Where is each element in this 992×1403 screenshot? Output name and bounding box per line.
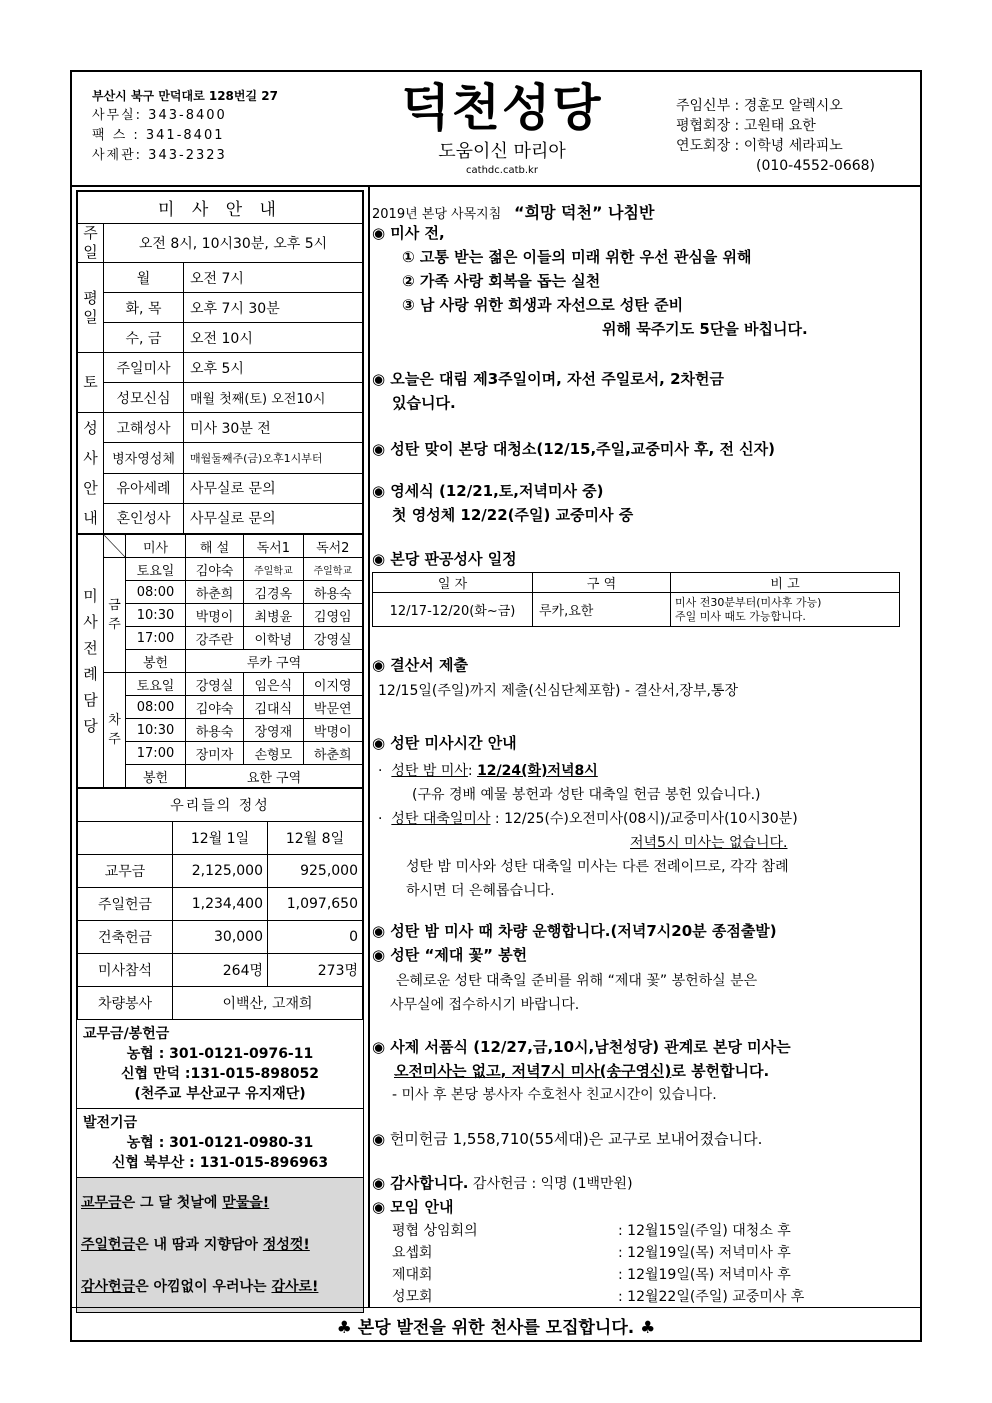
corner-cell xyxy=(104,535,126,558)
mass-info-table xyxy=(77,191,363,534)
mass-time: 08:00 xyxy=(126,696,186,719)
weekday-day: 수, 금 xyxy=(104,323,184,353)
mass-time: 08:00 xyxy=(126,581,186,604)
slogan: 주일헌금은 내 땀과 지향담아 정성껏! xyxy=(81,1237,310,1253)
sacrament-time: 사무실로 문의 xyxy=(184,503,363,533)
weekday-label: 평일 xyxy=(78,263,104,353)
sacrament-time: 미사 30분 전 xyxy=(184,413,363,443)
commentator: 김야숙 xyxy=(186,696,244,719)
bulletin-frame xyxy=(70,70,922,1342)
offering-value: 925,000 xyxy=(268,855,363,888)
confession-table-wrap xyxy=(372,572,900,627)
shuttle-notice: ◉ 성탄 밤 미사 때 차량 운행합니다.(저녁7시20분 종점출발) xyxy=(372,922,777,940)
reader-1: 김경옥 xyxy=(244,581,303,604)
christmas-eve-note: (구유 경배 예물 봉헌과 성탄 대축일 헌금 봉헌 있습니다.) xyxy=(412,787,761,803)
meeting-when: : 12월15일(주일) 대청소 후 xyxy=(618,1223,791,1239)
fax: 팩 스 : 341-8401 xyxy=(92,128,225,143)
tithe-account-owner: (천주교 부산교구 유지재단) xyxy=(134,1086,306,1102)
left-column xyxy=(76,190,364,1313)
pre-mass-item: 위해 묵주기도 5단을 바칩니다. xyxy=(602,320,808,338)
reader-1: 손형모 xyxy=(244,742,303,765)
weekday-time: 오전 10시 xyxy=(184,323,363,353)
commentator: 박명이 xyxy=(186,604,244,627)
saturday-item: 주일미사 xyxy=(104,353,184,383)
sunday-times: 오전 8시, 10시30분, 오후 5시 xyxy=(104,224,363,263)
christmas-eve-mass: · 성탄 밤 미사: 12/24(화)저녁8시 xyxy=(378,763,598,779)
reader-2: 하용숙 xyxy=(303,581,362,604)
thanks-notice: ◉ 감사합니다. 감사헌금 : 익명 (1백만원) xyxy=(372,1174,633,1192)
next-week-label: 차주 xyxy=(104,673,126,788)
sacrament-name: 혼인성사 xyxy=(104,503,184,533)
parish-title: 덕천성당 xyxy=(401,79,603,137)
meeting-name: 성모회 xyxy=(392,1289,433,1305)
commentator: 김야숙 xyxy=(186,558,244,581)
mass-time: 10:30 xyxy=(126,604,186,627)
weekday-time: 오후 7시 30분 xyxy=(184,293,363,323)
offerings-title: 우리들의 정성 xyxy=(78,789,363,822)
reader-2: 이지영 xyxy=(303,673,362,696)
meeting-when: : 12월22일(주일) 교중미사 후 xyxy=(618,1289,805,1305)
this-week-label: 금주 xyxy=(104,558,126,673)
weekday-day: 화, 목 xyxy=(104,293,184,323)
confession-header: 구 역 xyxy=(533,573,671,593)
weekday-time: 오전 7시 xyxy=(184,263,363,293)
blank-cell xyxy=(78,822,173,855)
offerings-table xyxy=(77,788,363,1020)
christmas-day-note: 저녁5시 미사는 없습니다. xyxy=(630,835,788,851)
advent-notice-cont: 있습니다. xyxy=(392,394,456,412)
council-president: 평협회장 : 고원태 요한 xyxy=(676,118,816,134)
bulletin-header xyxy=(72,72,920,187)
reader-2: 주일학교 xyxy=(303,558,362,581)
pre-mass-item: ① 고통 받는 젊은 이들의 미래 위한 우선 관심을 위해 xyxy=(402,248,752,266)
offering-label: 봉헌 xyxy=(126,650,186,673)
footer-banner: ♣ 본당 발전을 위한 천사를 모집합니다. ♣ xyxy=(336,1318,656,1338)
contact-block xyxy=(92,86,278,166)
commentator: 장미자 xyxy=(186,742,244,765)
confession-table xyxy=(372,572,900,627)
commentator: 하용숙 xyxy=(186,719,244,742)
offering-group: 루카 구역 xyxy=(186,650,363,673)
footer-divider xyxy=(72,1307,920,1308)
saturday-item: 성모신심 xyxy=(104,383,184,413)
christmas-note: 하시면 더 은혜롭습니다. xyxy=(406,883,555,899)
reader-2: 하춘희 xyxy=(303,742,362,765)
reader-2: 박문연 xyxy=(303,696,362,719)
meeting-name: 제대회 xyxy=(392,1267,433,1283)
tithe-title: 교무금/봉헌금 xyxy=(83,1026,170,1042)
slogan: 감사헌금은 아낌없이 우러나는 감사로! xyxy=(81,1279,319,1295)
parish-url[interactable]: cathdc.catb.kr xyxy=(466,165,538,176)
pre-mass-item: ② 가족 사랑 회복을 돕는 실천 xyxy=(402,272,601,290)
sacrament-name: 유아세례 xyxy=(104,473,184,503)
saturday-time: 매월 첫째(토) 오전10시 xyxy=(184,383,363,413)
advent-notice: ◉ 오늘은 대림 제3주일이며, 자선 주일로서, 2차헌금 xyxy=(372,370,725,388)
staff-block xyxy=(676,96,875,176)
meeting-name: 요셉회 xyxy=(392,1245,433,1261)
liturgy-label: 미사전례담당 xyxy=(78,535,104,788)
tithe-accounts xyxy=(77,1020,363,1108)
dev-title: 발전기금 xyxy=(83,1115,138,1131)
mass-info-title: 미 사 안 내 xyxy=(78,192,363,224)
date-header: 12월 8일 xyxy=(268,822,363,855)
sacrament-label: 성사안내 xyxy=(78,413,104,534)
commentator: 강영실 xyxy=(186,673,244,696)
confession-header: 일 자 xyxy=(373,573,533,593)
masthead xyxy=(372,76,632,178)
slogans xyxy=(77,1177,363,1312)
dev-account: 신협 북부산 : 131-015-896963 xyxy=(111,1155,329,1171)
pre-mass-title: ◉ 미사 전, xyxy=(372,224,445,242)
reader-2: 강영실 xyxy=(303,627,362,650)
settlement-title: ◉ 결산서 제출 xyxy=(372,656,468,674)
sacrament-time: 매월둘째주(금)오후1시부터 xyxy=(184,443,363,473)
confession-date: 12/17-12/20(화~금) xyxy=(373,593,533,627)
first-communion-notice: 첫 영성체 12/22(주일) 교중미사 중 xyxy=(392,506,634,524)
reader-1: 주일학교 xyxy=(244,558,303,581)
sunday-label: 주일 xyxy=(78,224,104,263)
weekday-day: 월 xyxy=(104,263,184,293)
commentator: 하춘희 xyxy=(186,581,244,604)
reader-1: 최병윤 xyxy=(244,604,303,627)
baptism-notice: ◉ 영세식 (12/21,토,저녁미사 중) xyxy=(372,482,604,500)
reader-2: 김영임 xyxy=(303,604,362,627)
dev-accounts xyxy=(77,1108,363,1177)
altar-flower-title: ◉ 성탄 “제대 꽃” 봉헌 xyxy=(372,946,528,964)
office-phone: 사무실: 343-8400 xyxy=(92,108,227,123)
address: 부산시 북구 만덕대로 128번길 27 xyxy=(92,89,278,103)
sacrament-time: 사무실로 문의 xyxy=(184,473,363,503)
reader-1: 김대식 xyxy=(244,696,303,719)
offering-row-label: 건축헌금 xyxy=(78,921,173,954)
reader-1: 장영재 xyxy=(244,719,303,742)
slogan: 교무금은 그 달 첫날에 맏물을! xyxy=(81,1195,270,1211)
liturgy-header: 독서1 xyxy=(244,535,303,558)
mass-time: 17:00 xyxy=(126,627,186,650)
mass-time: 17:00 xyxy=(126,742,186,765)
pre-mass-item: ③ 남 사랑 위한 희생과 자선으로 성탄 준비 xyxy=(402,296,684,314)
reader-2: 박명이 xyxy=(303,719,362,742)
meeting-when: : 12월19일(목) 저녁미사 후 xyxy=(618,1245,791,1261)
federation-phone: (010-4552-0668) xyxy=(756,158,876,174)
offering-value: 264명 xyxy=(173,954,268,987)
offering-value: 0 xyxy=(268,921,363,954)
confession-note: 미사 전30분부터(미사후 가능) 주일 미사 때도 가능합니다. xyxy=(671,593,900,627)
settlement-text: 12/15일(주일)까지 제출(신심단체포함) - 결산서,장부,통장 xyxy=(378,683,738,699)
altar-flower-text: 은혜로운 성탄 대축일 준비를 위해 “제대 꽃” 봉헌하실 분은 xyxy=(396,973,758,989)
federation-president: 연도회장 : 이학녕 세라피노 xyxy=(676,138,843,154)
offering-row-label: 미사참석 xyxy=(78,954,173,987)
meetings-title: ◉ 모임 안내 xyxy=(372,1198,454,1216)
christmas-note: 성탄 밤 미사와 성탄 대축일 미사는 다른 전례이므로, 각각 참례 xyxy=(406,859,789,875)
reader-1: 이학녕 xyxy=(244,627,303,650)
rice-offering-notice: ◉ 헌미헌금 1,558,710(55세대)은 교구로 보내어졌습니다. xyxy=(372,1130,763,1148)
guideline: 2019년 본당 사목지침 “희망 덕천” 나침반 xyxy=(372,203,655,222)
mass-time: 토요일 xyxy=(126,558,186,581)
pastor: 주임신부 : 경훈모 알렉시오 xyxy=(676,98,843,114)
saturday-label: 토 xyxy=(78,353,104,413)
ordination-notice: ◉ 사제 서품식 (12/27,금,10시,남천성당) 관계로 본당 미사는 xyxy=(372,1038,791,1056)
reader-1: 임은식 xyxy=(244,673,303,696)
offering-row-label: 주일헌금 xyxy=(78,888,173,921)
vehicle-volunteers: 이백산, 고재희 xyxy=(173,987,363,1020)
offering-label: 봉헌 xyxy=(126,765,186,788)
liturgy-table xyxy=(77,534,363,788)
offering-value: 1,234,400 xyxy=(173,888,268,921)
ordination-notice-cont: 오전미사는 없고, 저녁7시 미사(송구영신)로 봉헌합니다. xyxy=(394,1062,770,1080)
liturgy-header: 독서2 xyxy=(303,535,362,558)
parish-subtitle: 도움이신 마리아 xyxy=(438,141,566,162)
liturgy-header: 해 설 xyxy=(186,535,244,558)
tithe-account: 농협 : 301-0121-0976-11 xyxy=(126,1046,314,1062)
christmas-day-mass: · 성탄 대축일미사 : 12/25(수)오전미사(08시)/교중미사(10시30분) xyxy=(378,811,798,827)
rectory-phone: 사제관: 343-2323 xyxy=(92,148,227,163)
cleaning-notice: ◉ 성탄 맞이 본당 대청소(12/15,주일,교중미사 후, 전 신자) xyxy=(372,440,775,458)
commentator: 강주란 xyxy=(186,627,244,650)
saturday-time: 오후 5시 xyxy=(184,353,363,383)
sacrament-name: 고해성사 xyxy=(104,413,184,443)
meeting-when: : 12월19일(목) 저녁미사 후 xyxy=(618,1267,791,1283)
dev-account: 농협 : 301-0121-0980-31 xyxy=(126,1135,314,1151)
offering-value: 2,125,000 xyxy=(173,855,268,888)
offering-value: 273명 xyxy=(268,954,363,987)
offering-row-label: 교무금 xyxy=(78,855,173,888)
christmas-title: ◉ 성탄 미사시간 안내 xyxy=(372,734,517,752)
confession-title: ◉ 본당 판공성사 일정 xyxy=(372,550,517,568)
sacrament-name: 병자영성체 xyxy=(104,443,184,473)
offering-value: 1,097,650 xyxy=(268,888,363,921)
vehicle-label: 차량봉사 xyxy=(78,987,173,1020)
confession-header: 비 고 xyxy=(671,573,900,593)
column-divider xyxy=(368,187,370,1307)
mass-time: 10:30 xyxy=(126,719,186,742)
offering-group: 요한 구역 xyxy=(186,765,363,788)
tithe-account: 신협 만덕 :131-015-898052 xyxy=(121,1066,319,1082)
liturgy-header: 미사 xyxy=(126,535,186,558)
mass-time: 토요일 xyxy=(126,673,186,696)
altar-flower-text: 사무실에 접수하시기 바랍니다. xyxy=(390,997,580,1013)
date-header: 12월 1일 xyxy=(173,822,268,855)
mass-info-box xyxy=(76,190,364,1313)
ordination-note: - 미사 후 본당 봉사자 수호천사 친교시간이 있습니다. xyxy=(392,1087,717,1103)
confession-districts: 루카,요한 xyxy=(533,593,671,627)
meeting-name: 평협 상임회의 xyxy=(392,1223,478,1239)
offering-value: 30,000 xyxy=(173,921,268,954)
